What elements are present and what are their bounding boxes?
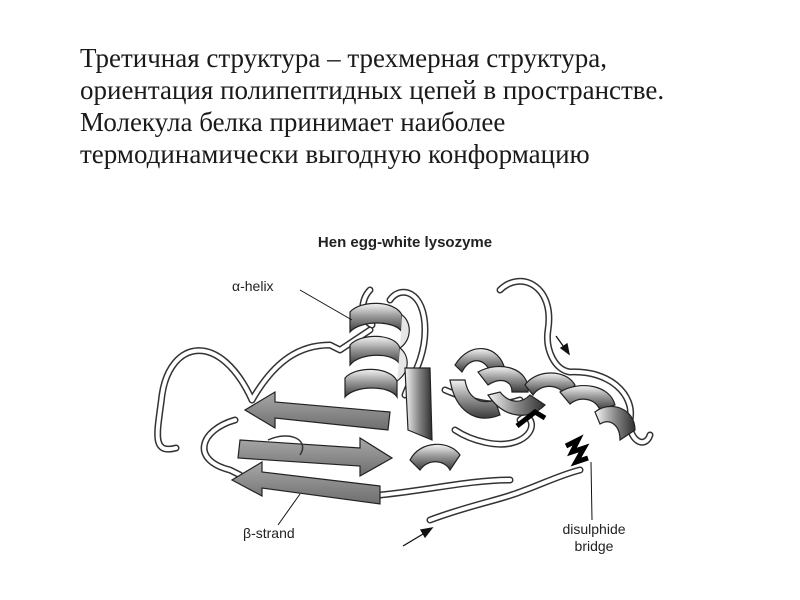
bridge-label-line-2: bridge xyxy=(574,538,614,554)
strand-leader-line xyxy=(278,494,300,525)
figure-title: Hen egg-white lysozyme xyxy=(317,234,493,251)
bridge-label-line-1: disulphide xyxy=(562,521,626,537)
strand-text: -strand xyxy=(251,525,295,541)
beta-sheet xyxy=(232,392,392,504)
strand-symbol: β xyxy=(243,525,252,541)
strand-label xyxy=(243,494,300,541)
alpha-helix-a xyxy=(345,303,409,397)
helix-text: -helix xyxy=(240,278,274,294)
svg-text:α-helix xyxy=(232,278,274,294)
heading-line-4: термодинамически выгодную конформацию xyxy=(80,139,590,169)
helix-leader-line xyxy=(300,290,352,320)
svg-text:β-strand xyxy=(243,525,295,541)
heading-line-2: ориентация полипептидных цепей в пространстве. xyxy=(80,75,665,105)
heading-line-1: Третичная структура – трехмерная структура, xyxy=(80,43,607,73)
helix-label xyxy=(232,278,352,320)
alpha-helix-b xyxy=(405,349,545,470)
bridge-leader-line xyxy=(591,462,592,520)
disulphide-bridge-mark xyxy=(566,440,588,462)
heading-line-3: Молекула белка принимает наиболее xyxy=(80,107,506,137)
helix-symbol: α xyxy=(232,278,241,294)
